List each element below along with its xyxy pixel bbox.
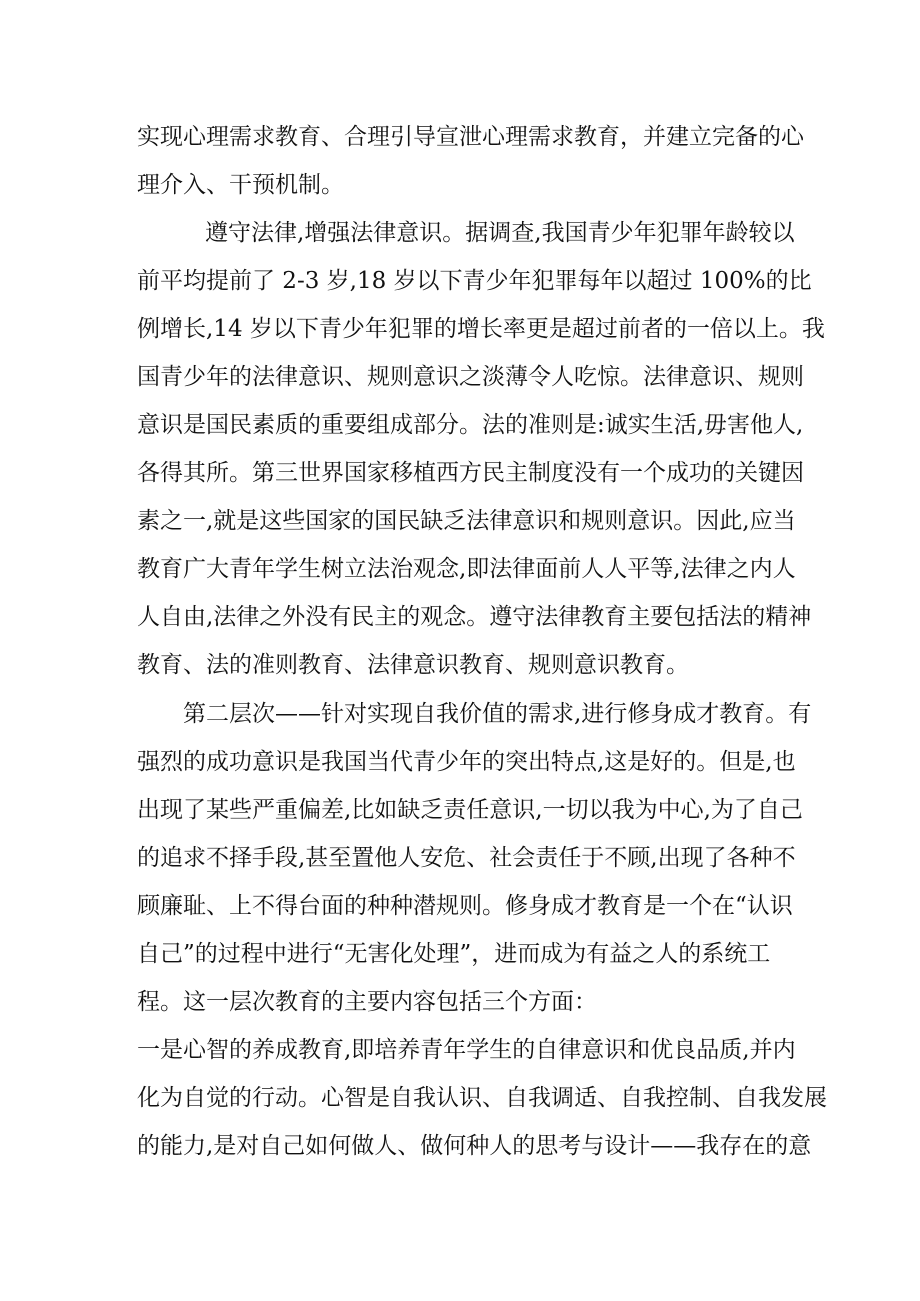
text-line: 教育、法的准则教育、法律意识教育、规则意识教育。 (137, 652, 689, 678)
text-line: 自己”的过程中进行“无害化处理”，进而成为有益之人的系统工 (137, 941, 771, 967)
text-line: 程。这一层次教育的主要内容包括三个方面： (137, 989, 597, 1015)
text-line: 第二层次——针对实现自我价值的需求,进行修身成才教育。有 (183, 701, 812, 727)
text-line: 各得其所。第三世界国家移植西方民主制度没有一个成功的关键因 (137, 460, 804, 486)
text-line: 一是心智的养成教育,即培养青年学生的自律意识和优良品质,并内 (137, 1037, 796, 1063)
text-line: 前平均提前了 2-3 岁,18 岁以下青少年犯罪每年以超过 100%的比 (137, 268, 812, 294)
text-line: 的追求不择手段,甚至置他人安危、社会责任于不顾,出现了各种不 (137, 845, 796, 871)
text-line: 化为自觉的行动。心智是自我认识、自我调适、自我控制、自我发展 (137, 1085, 827, 1111)
text-line: 例增长,14 岁以下青少年犯罪的增长率更是超过前者的一倍以上。我 (137, 316, 825, 342)
text-line: 教育广大青年学生树立法治观念,即法律面前人人平等,法律之内人 (137, 556, 796, 582)
text-line: 的能力,是对自己如何做人、做何种人的思考与设计——我存在的意 (137, 1133, 812, 1159)
text-line: 国青少年的法律意识、规则意识之淡薄令人吃惊。法律意识、规则 (137, 364, 804, 390)
text-line: 理介入、干预机制。 (137, 172, 344, 198)
text-line: 出现了某些严重偏差,比如缺乏责任意识,一切以我为中心,为了自己 (137, 797, 803, 823)
text-line: 实现心理需求教育、合理引导宣泄心理需求教育，并建立完备的心 (137, 124, 804, 150)
text-line: 意识是国民素质的重要组成部分。法的准则是:诚实生活,毋害他人, (137, 412, 804, 438)
text-line: 素之一,就是这些国家的国民缺乏法律意识和规则意识。因此,应当 (137, 508, 796, 534)
text-line: 强烈的成功意识是我国当代青少年的突出特点,这是好的。但是,也 (137, 749, 796, 775)
text-line: 顾廉耻、上不得台面的种种潜规则。修身成才教育是一个在“认识 (137, 893, 793, 919)
text-line: 遵守法律,增强法律意识。据调查,我国青少年犯罪年龄较以 (205, 220, 795, 246)
text-line: 人自由,法律之外没有民主的观念。遵守法律教育主要包括法的精神 (137, 604, 812, 630)
